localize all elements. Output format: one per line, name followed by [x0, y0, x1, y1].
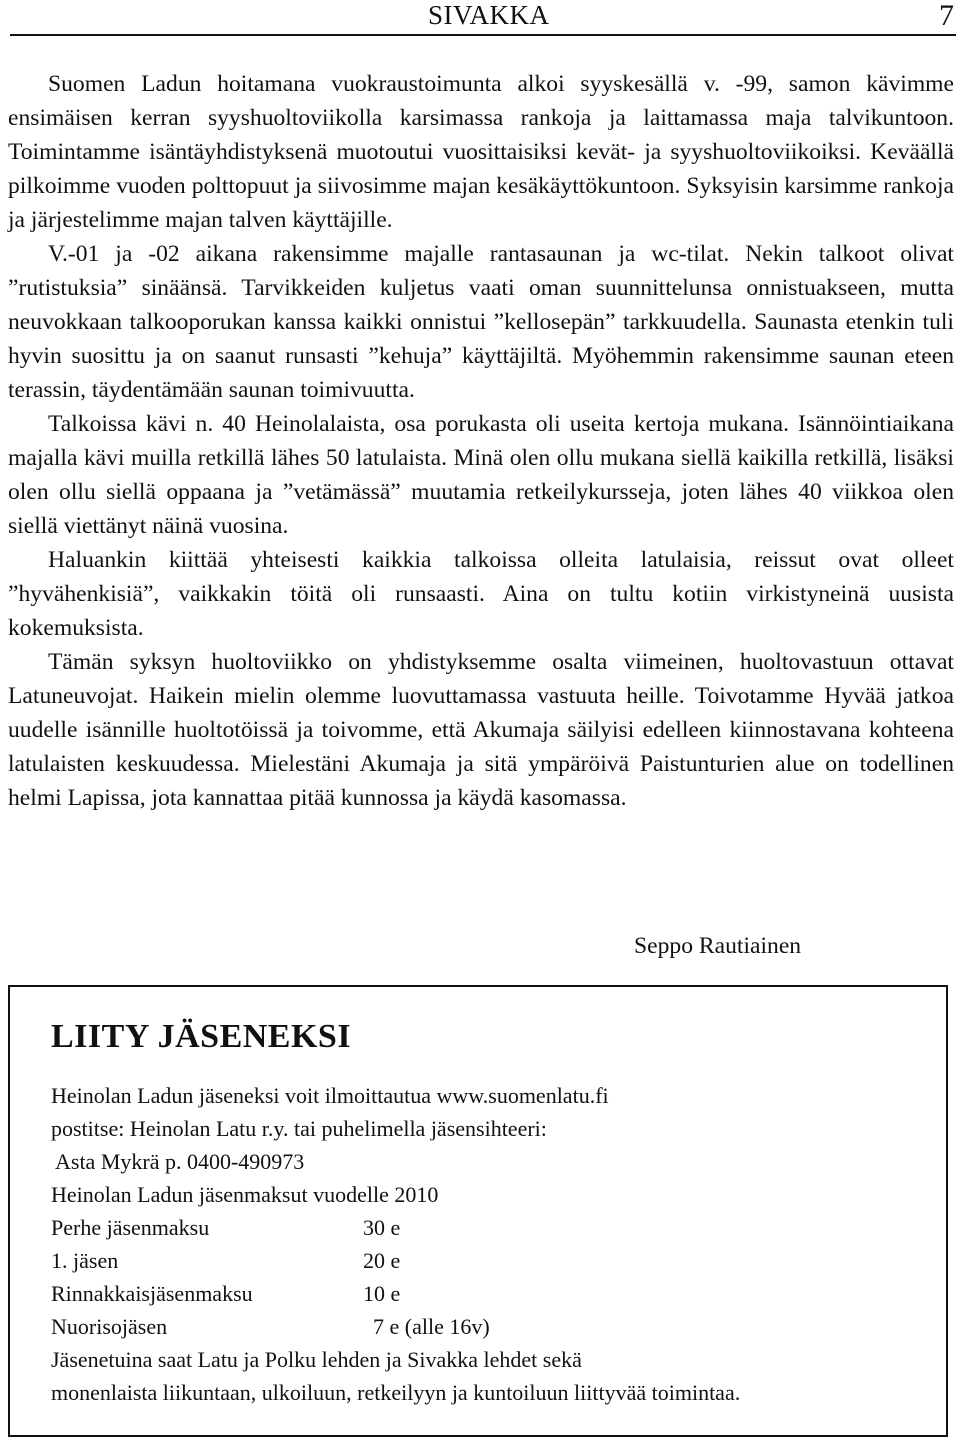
fee-amount: 30 e	[363, 1215, 401, 1240]
fee-name: Perhe jäsenmaksu	[51, 1215, 210, 1240]
fee-name: Rinnakkaisjäsenmaksu	[51, 1281, 253, 1306]
article-paragraph-5: Tämän syksyn huoltoviikko on yhdistyksemme osalta viimeinen, huoltovastuun ottavat Latuneuvojat. Haikein mielin olemme luovuttamassa vastuuta heille. Toivotamme Hyvää jatkoa uudelle isännille huoltotöissä ja toivomme, että Akumaja säilyisi edelleen kiinnostavana kohteena latulaisten keskuudessa. Mielestäni Akumaja ja sitä ympäröivä Paistunturien alue on todellinen helmi Lapissa, jota kannattaa pitää kunnossa ja käydä kasomassa.	[8, 649, 954, 811]
fee-row-youth-member	[51, 1310, 740, 1343]
membership-benefits-line-2: monenlaista liikuntaan, ulkoiluun, retkeilyyn ja kuntoiluun liittyvää toimintaa.	[51, 1380, 741, 1405]
article-paragraph-4: Haluankin kiittää yhteisesti kaikkia talkoissa olleita latulaisia, reissut ovat olleet ”hyvähenkisiä”, vaikkakin töitä oli runsaasti. Aina on tultu kotiin virkistyneinä uusista kokemuksista.	[8, 547, 954, 641]
fee-row-family	[51, 1211, 740, 1244]
fee-amount: 7 e (alle 16v)	[373, 1314, 490, 1339]
fee-row-parallel-member	[51, 1277, 740, 1310]
publication-title: SIVAKKA	[428, 0, 550, 30]
article-paragraph-3: Talkoissa kävi n. 40 Heinolalaista, osa porukasta oli useita kertoja mukana. Isännöintiaikana majalla kävi muilla retkillä lähes 50 latulaista. Minä olen ollu mukana siellä kaikilla retkillä, lisäksi olen ollu siellä oppaana ja ”vetämässä” muutamia retkeilykursseja, joten lähes 40 viikkoa olen siellä viettänyt näinä vuosina.	[8, 411, 954, 539]
membership-line-signup: Heinolan Ladun jäseneksi voit ilmoittautua www.suomenlatu.fi	[51, 1083, 609, 1108]
fee-row-first-member	[51, 1244, 740, 1277]
page-number: 7	[939, 0, 954, 32]
article-paragraph-1: Suomen Ladun hoitamana vuokraustoimunta alkoi syyskesällä v. -99, samon kävimme ensimäisen kerran syyshuoltoviikolla karsimassa rankoja ja laittamassa maja talvikuntoon. Toimintamme isäntäyhdistyksenä muotoutui vuosittaisiksi kevät- ja syyshuoltoviikoiksi. Keväällä pilkoimme vuoden polttopuut ja siivosimme majan kesäkäyttökuntoon. Syksyisin karsimme rankoja ja järjestelimme majan talven käyttäjille.	[8, 71, 954, 233]
membership-benefits-line-1: Jäsenetuina saat Latu ja Polku lehden ja Sivakka lehdet sekä	[51, 1347, 582, 1372]
fee-amount: 10 e	[363, 1281, 401, 1306]
fee-name: 1. jäsen	[51, 1248, 119, 1273]
page-header	[10, 0, 956, 36]
fee-amount: 20 e	[363, 1248, 401, 1273]
membership-box	[8, 985, 948, 1437]
article-body	[8, 67, 954, 815]
article-paragraph-2: V.-01 ja -02 aikana rakensimme majalle rantasaunan ja wc-tilat. Nekin talkoot olivat ”rutistuksia” sinäänsä. Tarvikkeiden kuljetus vaati oman suunnittelunsa onnistuakseen, mutta neuvokkaan talkooporukan kanssa kaikki onnistui ”kellosepän” tarkkuudella. Saunasta etenkin tuli hyvin suosittu ja on saanut runsasti ”kehuja” käyttäjiltä. Myöhemmin rakensimme saunan eteen terassin, täydentämään saunan toimivuutta.	[8, 241, 954, 403]
membership-title: LIITY JÄSENEKSI	[51, 1018, 352, 1055]
membership-line-secretary: Asta Mykrä p. 0400-490973	[55, 1149, 305, 1174]
membership-line-contact: postitse: Heinolan Latu r.y. tai puhelimella jäsensihteeri:	[51, 1116, 547, 1141]
fee-name: Nuorisojäsen	[51, 1314, 168, 1339]
membership-details	[51, 1079, 740, 1409]
author-signature: Seppo Rautiainen	[634, 933, 802, 959]
membership-line-fees-heading: Heinolan Ladun jäsenmaksut vuodelle 2010	[51, 1182, 439, 1207]
